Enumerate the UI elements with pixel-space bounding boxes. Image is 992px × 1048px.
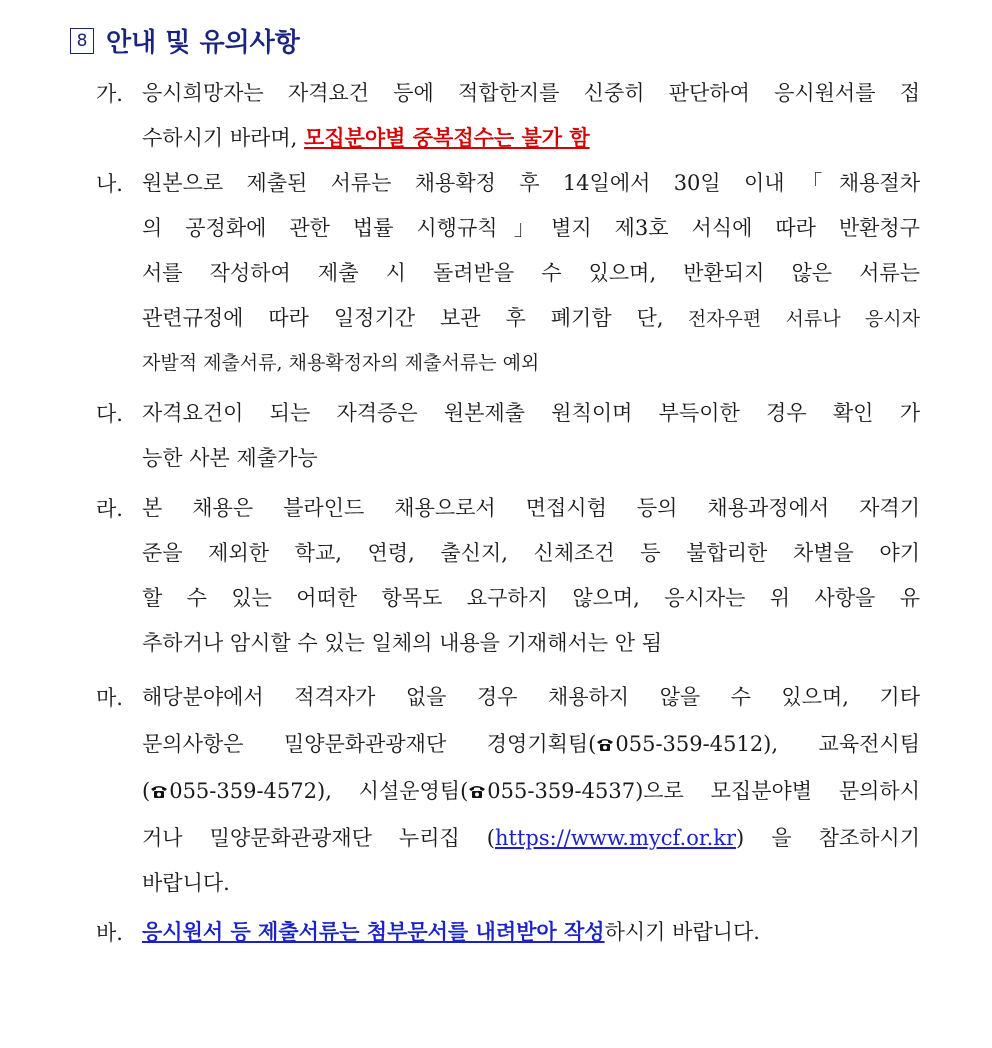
website-link[interactable]: https://www.mycf.or.kr [495,826,737,850]
section-title: 안내 및 유의사항 [106,28,300,58]
item-line: 준을 제외한 학교, 연령, 출신지, 신체조건 등 불합리한 차별을 야기 [142,541,920,565]
item-marker: 라. [96,497,123,521]
item-line: 원본으로 제출된 서류는 채용확정 후 14일에서 30일 이내「채용절차 [142,171,920,195]
item-line [142,776,920,806]
item-line: 서를 작성하여 제출 시 돌려받을 수 있으며, 반환되지 않은 서류는 [142,261,920,285]
item-marker: 나. [96,172,123,196]
item-marker: 바. [96,921,123,945]
section-heading [70,22,300,59]
item-line: 바랍니다. [142,871,230,895]
duplicate-application-warning: 모집분야별 중복접수는 불가 함 [304,125,590,150]
item-line: 할 수 있는 어떠한 항목도 요구하지 않으며, 응시자는 위 사항을 유 [142,586,920,610]
telephone-icon [468,784,486,799]
item-line [142,917,920,947]
line-text: 관련규정에 따라 일정기간 보관 후 폐기함 단, [142,306,664,330]
item-marker: 다. [96,402,123,426]
line-text: ) 을 참조하시기 [736,826,921,850]
item-marker: 마. [96,686,123,710]
item-line [142,303,920,333]
item-line [142,823,920,853]
line-text: 문의사항은 밀양문화관광재단 경영기획팀( [142,732,597,756]
line-text: ( [142,779,151,803]
line-text: 055-359-4512), 교육전시팀 [615,732,920,756]
item-line: 의 공정화에 관한 법률 시행규칙」별지 제3호 서식에 따라 반환청구 [142,216,920,240]
item-line [142,123,920,153]
line-text: 055-359-4572), 시설운영팀( [169,779,469,803]
attachment-instruction: 응시원서 등 제출서류는 첨부문서를 내려받아 작성 [142,919,605,944]
line-text: 거나 밀양문화관광재단 누리집 ( [142,826,496,850]
telephone-icon [150,784,168,799]
telephone-icon [596,737,614,752]
item-line: 추하거나 암시할 수 있는 일체의 내용을 기재해서는 안 됨 [142,631,662,655]
item-line [142,729,920,759]
line-text-small: 전자우편 서류나 응시자 [663,308,920,330]
item-line: 자발적 제출서류, 채용확정자의 제출서류는 예외 [142,352,540,374]
item-line: 능한 사본 제출가능 [142,446,318,470]
line-text: 055-359-4537)으로 모집분야별 문의하시 [487,779,920,803]
item-line: 본 채용은 블라인드 채용으로서 면접시험 등의 채용과정에서 자격기 [142,496,920,520]
item-marker: 가. [96,82,123,106]
section-number: 8 [70,28,94,54]
item-line: 해당분야에서 적격자가 없을 경우 채용하지 않을 수 있으며, 기타 [142,685,920,709]
item-line: 자격요건이 되는 자격증은 원본제출 원칙이며 부득이한 경우 확인 가 [142,401,920,425]
line-text: 수하시기 바라며, [142,126,305,150]
item-line: 응시희망자는 자격요건 등에 적합한지를 신중히 판단하여 응시원서를 접 [142,81,920,105]
line-text: 하시기 바랍니다. [604,920,760,944]
